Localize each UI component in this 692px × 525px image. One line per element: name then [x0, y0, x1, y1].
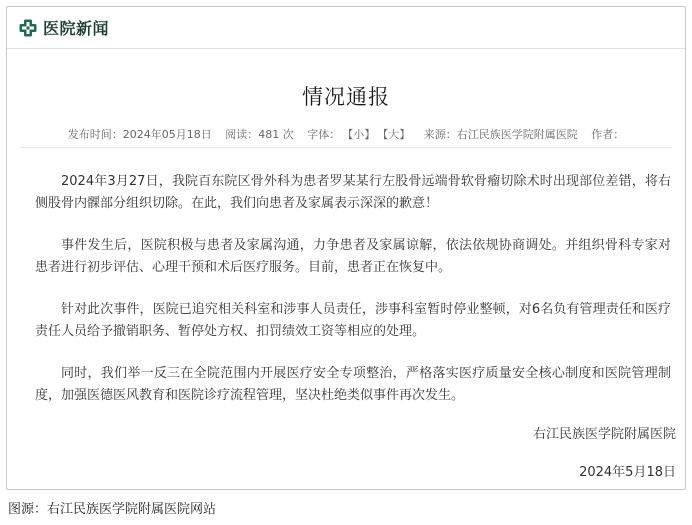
publish-label: 发布时间： [67, 128, 123, 141]
meta-divider [20, 147, 672, 148]
image-caption: 图源：右江民族医学院附属医院网站 [8, 502, 217, 517]
article-title: 情况通报 [302, 85, 390, 109]
paragraph: 2024年3月27日，我院百东院区骨外科为患者罗某某行左股骨远端骨软骨瘤切除术时出现部位差错，将右侧股骨内髁部分组织切除。在此，我们向患者及家属表示深深的歉意！ [35, 174, 671, 211]
article-meta [7, 126, 685, 142]
signature-date: 2024年5月18日 [579, 465, 676, 480]
font-label: 字体： [307, 128, 341, 141]
article-body [35, 171, 671, 427]
signature: 右江民族医学院附属医院 [532, 427, 676, 442]
source-label: 来源： [423, 128, 457, 141]
paragraph: 针对此次事件，医院已追究相关科室和涉事人员责任，涉事科室暂时停业整顿，对6名负有管理责任和医疗责任人员给予撤销职务、暂停处方权、扣罚绩效工资等相应的处理。 [35, 302, 671, 339]
source-value: 右江民族医学院附属医院 [456, 128, 578, 141]
hospital-logo-icon [19, 19, 37, 37]
font-large-button[interactable]: 【大】 [377, 128, 411, 141]
section-title: 医院新闻 [43, 19, 110, 38]
paragraph: 事件发生后，医院积极与患者及家属沟通，力争患者及家属谅解，依法依规协商调处。并组织骨科专家对患者进行初步评估、心理干预和术后医疗服务。目前，患者正在恢复中。 [35, 238, 671, 275]
views-label: 阅读： [225, 128, 259, 141]
publish-time: 2024年05月18日 [122, 128, 212, 141]
author-label: 作者： [591, 128, 625, 141]
news-frame [6, 6, 686, 490]
font-small-button[interactable]: 【小】 [342, 128, 376, 141]
section-header [7, 7, 685, 49]
paragraph: 同时，我们举一反三在全院范围内开展医疗安全专项整治，严格落实医疗质量安全核心制度和医院管理制度，加强医德医风教育和医院诊疗流程管理，坚决杜绝类似事件再次发生。 [35, 366, 671, 403]
views-count: 481 次 [258, 128, 294, 141]
